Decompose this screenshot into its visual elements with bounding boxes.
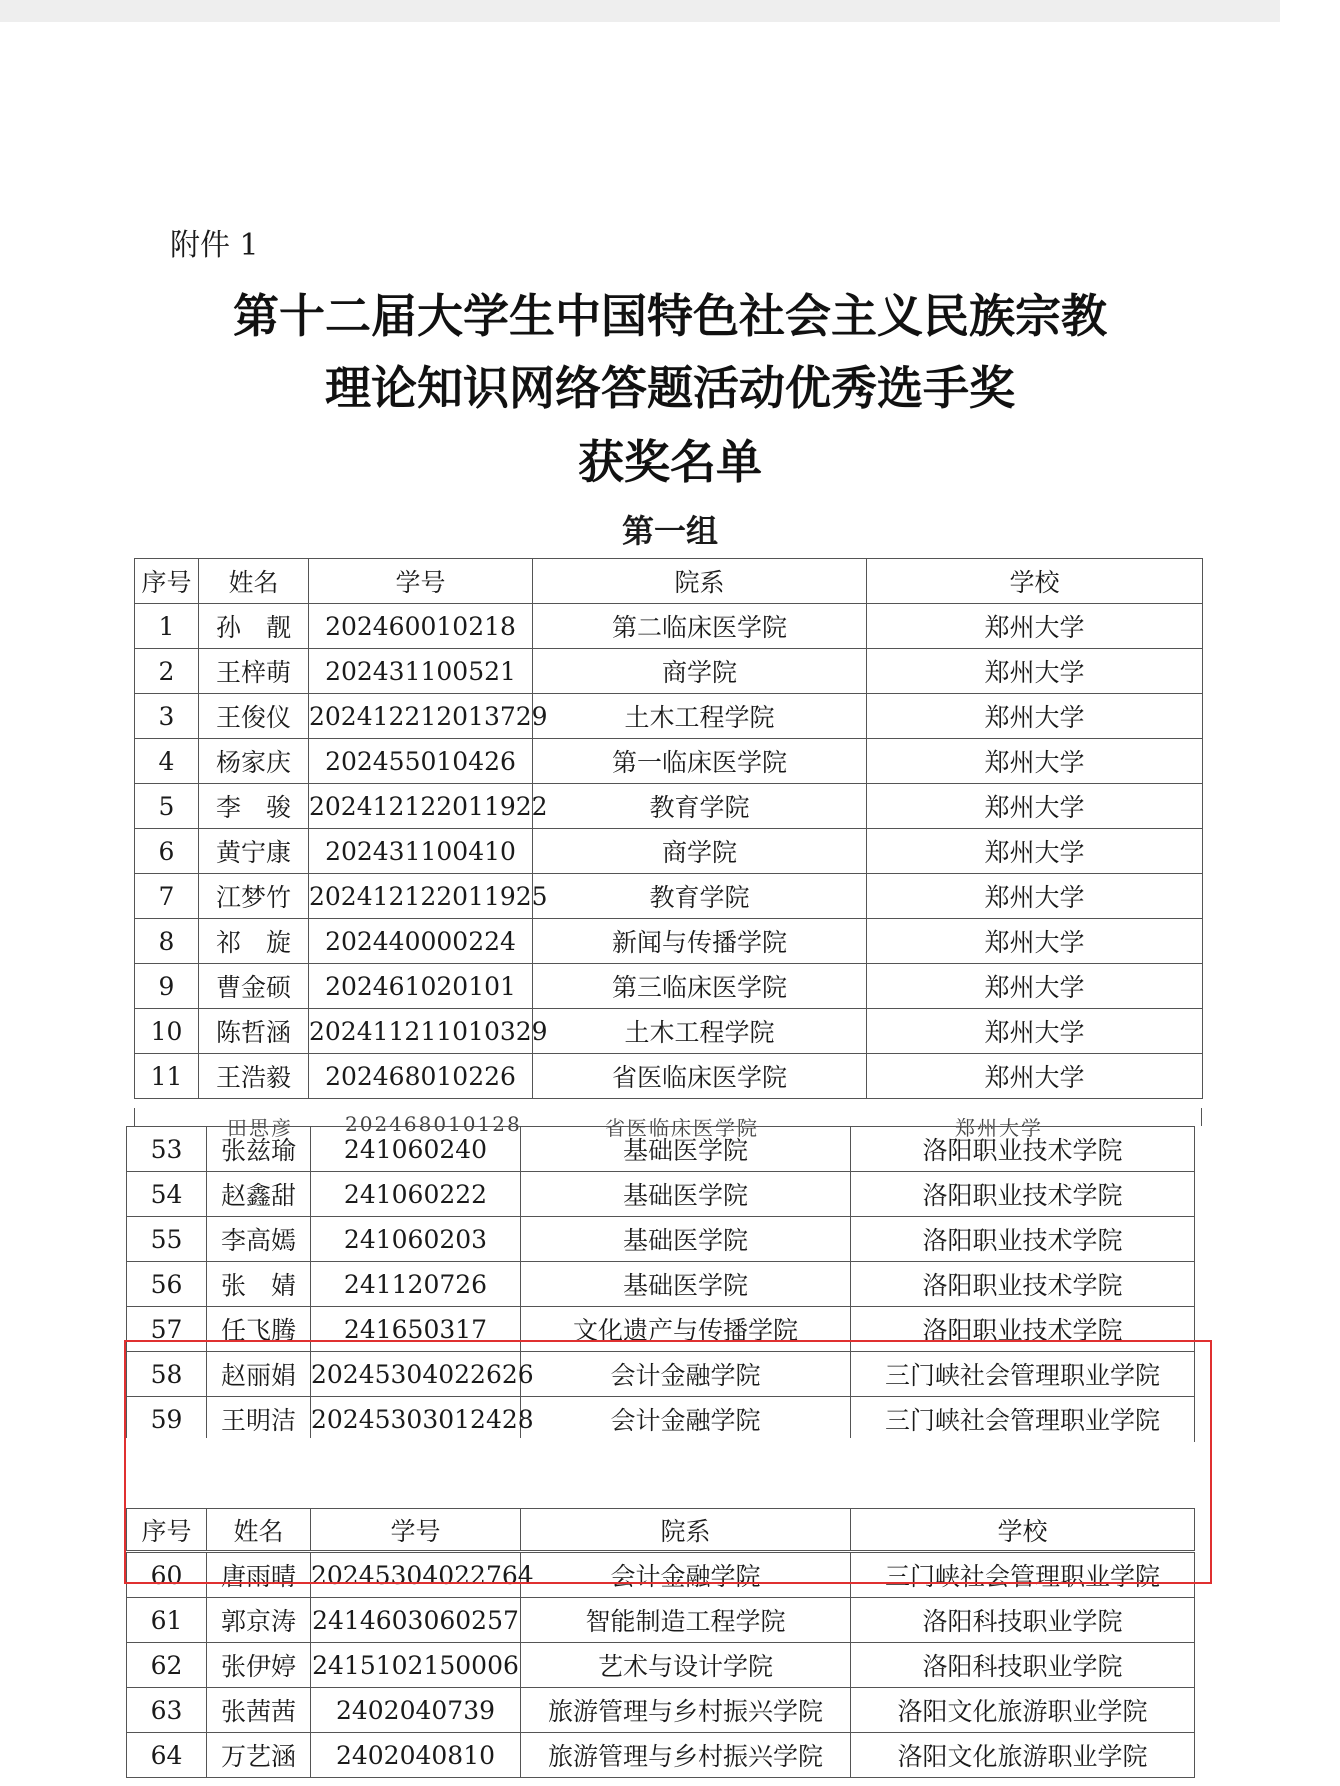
cell-index: 5	[135, 784, 199, 829]
table-row	[135, 649, 1203, 694]
cell-department: 新闻与传播学院	[533, 919, 867, 964]
cell-student-id: 2402040739	[311, 1688, 521, 1733]
cell-name: 赵丽娟	[207, 1352, 311, 1397]
header-index: 序号	[127, 1509, 207, 1551]
cell-index: 3	[135, 694, 199, 739]
table-row	[127, 1733, 1195, 1778]
award-table-top	[134, 558, 1203, 1099]
cell-department: 省医临床医学院	[533, 1054, 867, 1099]
table-row	[127, 1643, 1195, 1688]
table-row	[135, 1054, 1203, 1099]
cell-school: 郑州大学	[867, 1054, 1203, 1099]
cell-index: 53	[127, 1127, 207, 1172]
cell-name: 任飞腾	[207, 1307, 311, 1352]
cell-school: 洛阳科技职业学院	[851, 1643, 1195, 1688]
cell-department: 土木工程学院	[533, 1009, 867, 1054]
cell-student-id: 202431100410	[309, 829, 533, 874]
cell-department: 基础医学院	[521, 1217, 851, 1262]
cell-student-id: 202411211010329	[309, 1009, 533, 1054]
header-index: 序号	[135, 559, 199, 604]
cell-name: 曹金硕	[199, 964, 309, 1009]
cell-index: 61	[127, 1598, 207, 1643]
cut-row-student-id: 202468010128	[345, 1112, 522, 1136]
cell-department: 第三临床医学院	[533, 964, 867, 1009]
cell-name: 祁 旋	[199, 919, 309, 964]
cell-department: 艺术与设计学院	[521, 1643, 851, 1688]
cut-row-name: 田思彦	[227, 1116, 293, 1140]
cell-index: 63	[127, 1688, 207, 1733]
title-line-2: 理论知识网络答题活动优秀选手奖	[325, 361, 1015, 415]
table-row	[135, 694, 1203, 739]
cell-department: 基础医学院	[521, 1172, 851, 1217]
cell-school: 郑州大学	[867, 649, 1203, 694]
cell-school: 郑州大学	[867, 694, 1203, 739]
cell-index: 60	[127, 1553, 207, 1598]
cell-index: 11	[135, 1054, 199, 1099]
cell-school: 洛阳文化旅游职业学院	[851, 1688, 1195, 1733]
cell-index: 6	[135, 829, 199, 874]
cell-department: 会计金融学院	[521, 1397, 851, 1442]
cell-student-id: 20245304022764	[311, 1553, 521, 1598]
top-bar	[0, 0, 1280, 22]
table-row	[135, 919, 1203, 964]
table-row	[127, 1688, 1195, 1733]
cell-student-id: 20245303012428	[311, 1397, 521, 1442]
cell-index: 10	[135, 1009, 199, 1054]
cell-name: 王明洁	[207, 1397, 311, 1442]
cell-school: 洛阳科技职业学院	[851, 1598, 1195, 1643]
cell-department: 教育学院	[533, 784, 867, 829]
cell-student-id: 20246001021​8	[309, 604, 533, 649]
cell-school: 郑州大学	[867, 919, 1203, 964]
header-student-id: 学号	[309, 559, 533, 604]
cell-name: 郭京涛	[207, 1598, 311, 1643]
cell-school: 洛阳职业技术学院	[851, 1262, 1195, 1307]
cell-department: 土木工程学院	[533, 694, 867, 739]
table-row	[135, 784, 1203, 829]
cell-index: 55	[127, 1217, 207, 1262]
cell-student-id: 202412122011922	[309, 784, 533, 829]
award-table-bottom	[126, 1552, 1195, 1778]
cell-student-id: 202461020101	[309, 964, 533, 1009]
table-row	[135, 829, 1203, 874]
cell-index: 64	[127, 1733, 207, 1778]
table-row	[135, 604, 1203, 649]
cell-name: 孙 靓	[199, 604, 309, 649]
table-row	[127, 1217, 1195, 1262]
cell-student-id: 202468010226	[309, 1054, 533, 1099]
cell-index: 59	[127, 1397, 207, 1442]
cell-name: 张兹瑜	[207, 1127, 311, 1172]
cell-student-id: 2414603060257	[311, 1598, 521, 1643]
cell-name: 张 婧	[207, 1262, 311, 1307]
cell-student-id: 241650317	[311, 1307, 521, 1352]
header-school: 学校	[851, 1509, 1195, 1551]
cell-school: 三门峡社会管理职业学院	[851, 1397, 1195, 1442]
table-row	[127, 1127, 1195, 1172]
group-label: 第一组	[621, 512, 718, 550]
cell-name: 黄宁康	[199, 829, 309, 874]
cell-index: 7	[135, 874, 199, 919]
cell-school: 洛阳职业技术学院	[851, 1217, 1195, 1262]
cell-student-id: 202412122011925	[309, 874, 533, 919]
cell-school: 三门峡社会管理职业学院	[851, 1553, 1195, 1598]
cell-school: 洛阳文化旅游职业学院	[851, 1733, 1195, 1778]
cell-name: 陈哲涵	[199, 1009, 309, 1054]
cell-index: 9	[135, 964, 199, 1009]
table-row	[127, 1262, 1195, 1307]
cell-student-id: 2402040810	[311, 1733, 521, 1778]
cell-school: 郑州大学	[867, 784, 1203, 829]
highlight-box	[124, 1340, 1212, 1584]
cell-school: 三门峡社会管理职业学院	[851, 1352, 1195, 1397]
title-line-3: 获奖名单	[578, 435, 762, 489]
header-name: 姓名	[207, 1509, 311, 1551]
title-line-1: 第十二届大学生中国特色社会主义民族宗教	[233, 289, 1107, 343]
cell-name: 李 骏	[199, 784, 309, 829]
cell-index: 54	[127, 1172, 207, 1217]
cell-department: 会计金融学院	[521, 1553, 851, 1598]
cell-index: 56	[127, 1262, 207, 1307]
cell-name: 杨家庆	[199, 739, 309, 784]
cell-school: 郑州大学	[867, 604, 1203, 649]
cell-school: 郑州大学	[867, 874, 1203, 919]
cell-school: 郑州大学	[867, 829, 1203, 874]
cell-student-id: 241060240	[311, 1127, 521, 1172]
cell-student-id: 241060203	[311, 1217, 521, 1262]
cell-school: 洛阳职业技术学院	[851, 1127, 1195, 1172]
cell-school: 洛阳职业技术学院	[851, 1307, 1195, 1352]
cell-department: 文化遗产与传播学院	[521, 1307, 851, 1352]
cell-index: 2	[135, 649, 199, 694]
table-header-row	[135, 559, 1203, 604]
cell-school: 郑州大学	[867, 739, 1203, 784]
cell-student-id: 20245304022626	[311, 1352, 521, 1397]
cell-department: 第一临床医学院	[533, 739, 867, 784]
cell-index: 1	[135, 604, 199, 649]
cell-department: 会计金融学院	[521, 1352, 851, 1397]
cell-name: 万艺涵	[207, 1733, 311, 1778]
header-name: 姓名	[199, 559, 309, 604]
header-school: 学校	[867, 559, 1203, 604]
cell-student-id: 202455010426	[309, 739, 533, 784]
table-row	[135, 739, 1203, 784]
cell-index: 62	[127, 1643, 207, 1688]
table-row	[135, 874, 1203, 919]
header-department: 院系	[533, 559, 867, 604]
cell-department: 商学院	[533, 829, 867, 874]
attachment-label: 附件 1	[170, 228, 259, 263]
table-row	[135, 964, 1203, 1009]
cell-name: 张茜茜	[207, 1688, 311, 1733]
cell-index: 4	[135, 739, 199, 784]
cell-department: 旅游管理与乡村振兴学院	[521, 1733, 851, 1778]
cell-name: 张伊婷	[207, 1643, 311, 1688]
cell-student-id: 202431100521	[309, 649, 533, 694]
table-row	[127, 1598, 1195, 1643]
cell-index: 58	[127, 1352, 207, 1397]
cell-name: 唐雨晴	[207, 1553, 311, 1598]
table-row	[127, 1172, 1195, 1217]
cell-student-id: 202440000224	[309, 919, 533, 964]
cell-student-id: 241060222	[311, 1172, 521, 1217]
cell-department: 旅游管理与乡村振兴学院	[521, 1688, 851, 1733]
cell-index: 57	[127, 1307, 207, 1352]
cell-department: 教育学院	[533, 874, 867, 919]
cut-off-row	[134, 1108, 1202, 1140]
cut-row-department: 省医临床医学院	[605, 1116, 759, 1140]
cut-row-school: 郑州大学	[955, 1116, 1043, 1140]
cell-name: 王梓萌	[199, 649, 309, 694]
cell-department: 基础医学院	[521, 1127, 851, 1172]
cell-department: 基础医学院	[521, 1262, 851, 1307]
cell-name: 赵鑫甜	[207, 1172, 311, 1217]
cell-department: 第二临床医学院	[533, 604, 867, 649]
cell-student-id: 2415102150006	[311, 1643, 521, 1688]
cell-school: 郑州大学	[867, 1009, 1203, 1054]
table-row	[135, 1009, 1203, 1054]
cell-name: 李高嫣	[207, 1217, 311, 1262]
cell-department: 智能制造工程学院	[521, 1598, 851, 1643]
cell-department: 商学院	[533, 649, 867, 694]
cell-name: 王俊仪	[199, 694, 309, 739]
header-department: 院系	[521, 1509, 851, 1551]
cell-index: 8	[135, 919, 199, 964]
cell-name: 王浩毅	[199, 1054, 309, 1099]
cell-student-id: 241120726	[311, 1262, 521, 1307]
cell-school: 郑州大学	[867, 964, 1203, 1009]
header-student-id: 学号	[311, 1509, 521, 1551]
cell-school: 洛阳职业技术学院	[851, 1172, 1195, 1217]
cell-student-id: 20241221201372​9	[309, 694, 533, 739]
cell-name: 江梦竹	[199, 874, 309, 919]
